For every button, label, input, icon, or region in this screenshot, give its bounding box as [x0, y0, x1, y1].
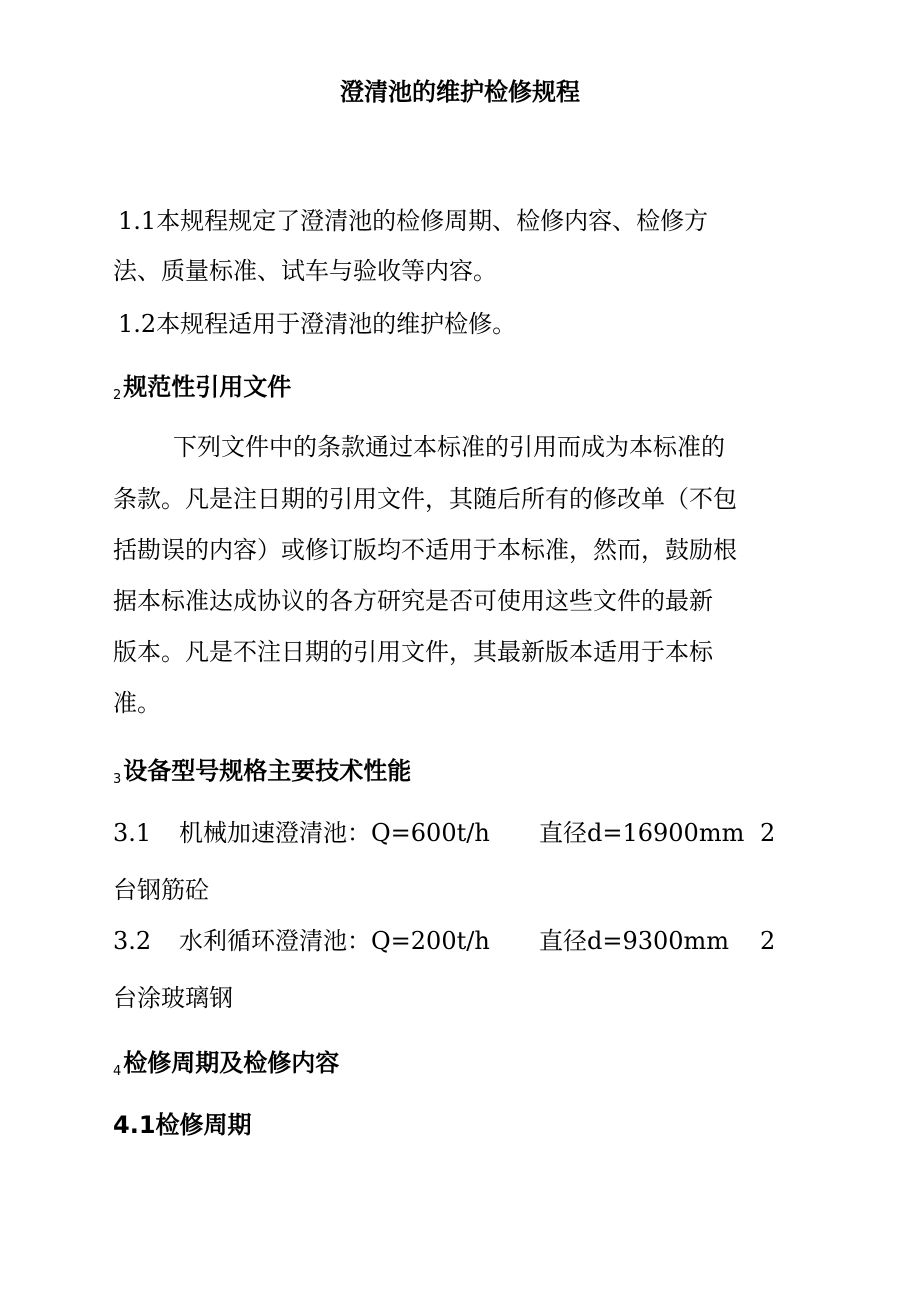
section-2-paragraph-line: 下列文件中的条款通过本标准的引用而成为本标准的 [173, 433, 725, 461]
clause-1-2: 1.2本规程适用于澄清池的维护检修。 [118, 310, 517, 338]
spec-item-continuation: 台钢筋砼 [113, 876, 209, 904]
section-2-heading [113, 367, 291, 416]
document-title: 澄清池的维护检修规程 [340, 78, 580, 106]
spec-item-continuation: 台涂玻璃钢 [113, 984, 233, 1012]
section-2-paragraph-line: 条款。凡是注日期的引用文件，其随后所有的修改单（不包 [113, 485, 737, 513]
section-2-paragraph-line: 准。 [113, 689, 161, 717]
spec-item-diameter: 直径d=16900mm [539, 819, 745, 847]
spec-item-number: 3.1 [113, 819, 152, 847]
section-2-title: 规范性引用文件 [123, 373, 292, 401]
spec-item-count: 2 [760, 819, 776, 847]
clause-1-1-line-1: 1.1本规程规定了澄清池的检修周期、检修内容、检修方 [118, 207, 709, 235]
section-4-title: 检修周期及检修内容 [123, 1049, 340, 1077]
section-4-1-heading: 4.1检修周期 [113, 1111, 252, 1139]
section-4-number: 4 [113, 1064, 122, 1079]
section-2-paragraph-line: 版本。凡是不注日期的引用文件，其最新版本适用于本标 [113, 638, 713, 666]
section-3-title: 设备型号规格主要技术性能 [123, 757, 412, 785]
section-2-number: 2 [113, 388, 122, 403]
section-2-paragraph-line: 括勘误的内容）或修订版均不适用于本标准，然而，鼓励根 [113, 536, 737, 564]
section-2-paragraph-line: 据本标准达成协议的各方研究是否可使用这些文件的最新 [113, 587, 713, 615]
section-4-heading [113, 1043, 339, 1092]
spec-item-name: 机械加速澄清池：Q=600t/h [179, 819, 490, 847]
spec-item-name: 水利循环澄清池：Q=200t/h [179, 927, 490, 955]
clause-1-1-line-2: 法、质量标准、试车与验收等内容。 [113, 257, 497, 285]
section-3-heading [113, 751, 411, 800]
spec-item-diameter: 直径d=9300mm [539, 927, 730, 955]
spec-item-number: 3.2 [113, 927, 152, 955]
section-3-number: 3 [113, 772, 122, 787]
spec-item-count: 2 [760, 927, 776, 955]
